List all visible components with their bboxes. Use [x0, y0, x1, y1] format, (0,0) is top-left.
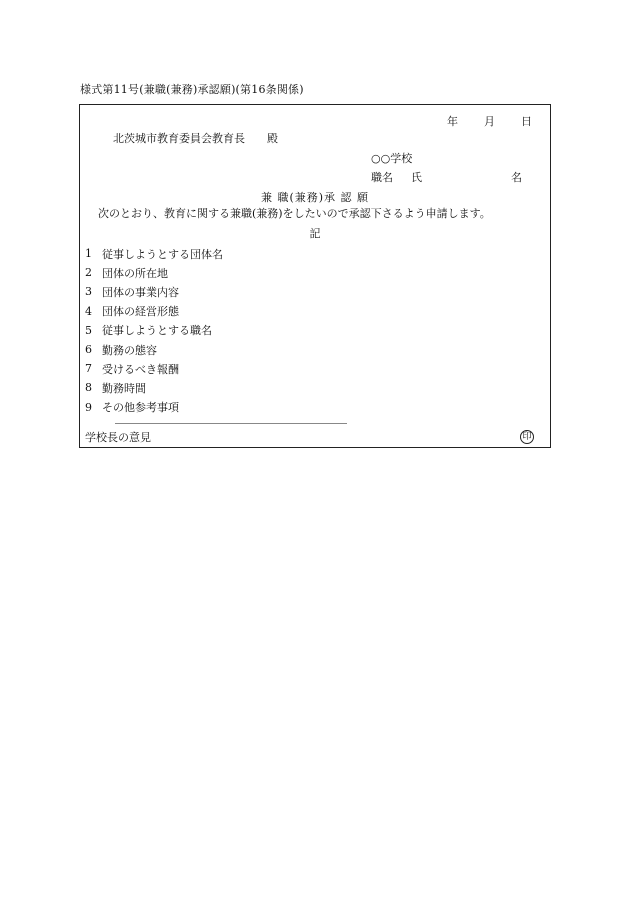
date-row: [447, 113, 532, 129]
list-item: 7 受けるべき報酬: [85, 362, 179, 376]
list-item: 8 勤務時間: [85, 381, 146, 395]
section-divider: [115, 423, 347, 424]
list-item: 3 団体の事業内容: [85, 285, 179, 299]
request-statement: 次のとおり、教育に関する兼職(兼務)をしたいので承認下さるよう申請します。: [98, 207, 491, 220]
list-item: 5 従事しようとする職名: [85, 323, 212, 338]
school-name: ○○学校: [371, 152, 413, 165]
date-day-label: 日: [521, 115, 532, 128]
addressee: 北茨城市教育委員会教育長 殿: [113, 132, 278, 145]
principal-opinion-label: 学校長の意見: [85, 431, 151, 444]
list-item: 2 団体の所在地: [85, 266, 168, 280]
list-item: 6 勤務の態容: [85, 343, 157, 357]
surname-label: 氏: [411, 171, 422, 184]
list-item: 9 その他参考事項: [85, 400, 179, 415]
document-heading: 兼 職(兼務)承 認 願: [260, 191, 370, 204]
seal-mark: [520, 430, 534, 444]
list-item: 4 団体の経営形態: [85, 304, 179, 319]
date-month-label: 月: [484, 115, 495, 128]
application-form-frame: [79, 104, 551, 448]
seal-label: 印: [522, 431, 532, 442]
list-item: 1 従事しようとする団体名: [85, 247, 223, 261]
date-year-label: 年: [447, 115, 458, 128]
form-title: 様式第11号(兼職(兼務)承認願)(第16条関係): [80, 83, 304, 96]
ki-marker: 記: [309, 227, 321, 240]
item-list: [85, 244, 223, 417]
given-name-label: 名: [511, 171, 522, 184]
position-label: 職名: [371, 171, 393, 184]
